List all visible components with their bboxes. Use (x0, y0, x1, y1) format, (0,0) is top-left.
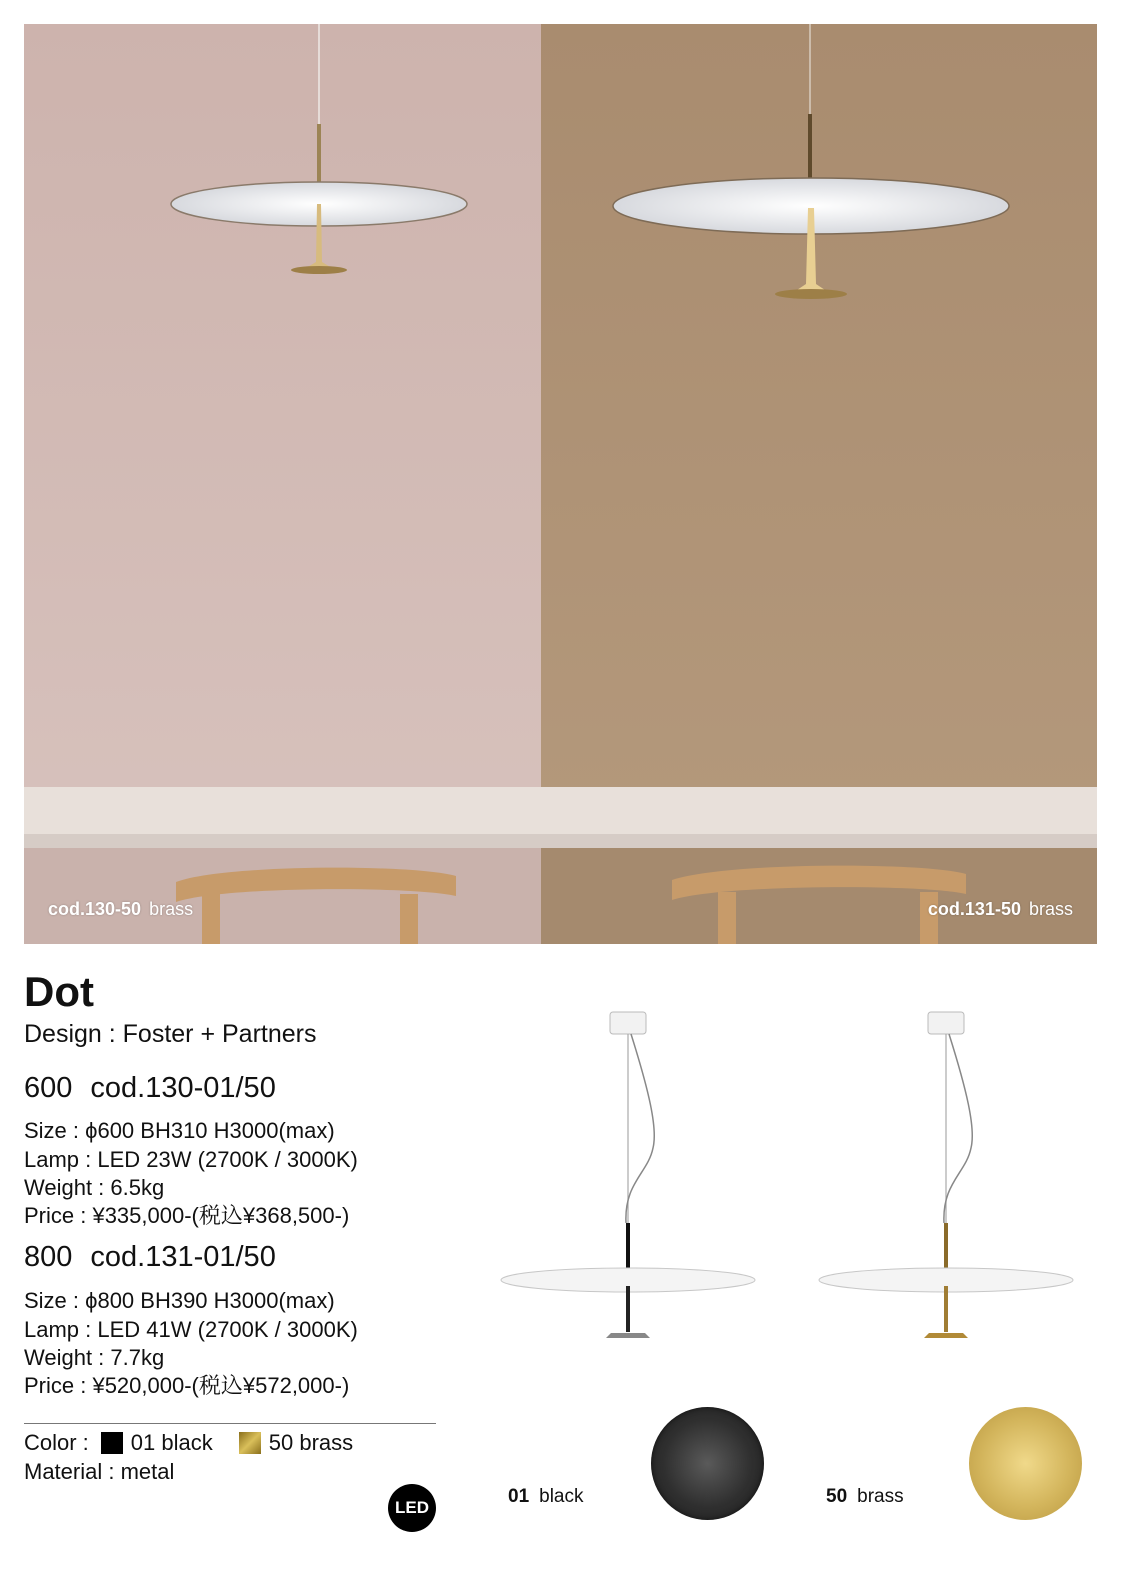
color-label: Color : (24, 1430, 89, 1455)
finish-label-black (508, 1486, 584, 1508)
model-code: cod.130-01/50 (90, 1072, 276, 1104)
spec-size: Size : ϕ600 BH310 H3000(max) (24, 1118, 335, 1143)
brass-swatch-icon (239, 1432, 261, 1454)
spec-size: Size : ϕ800 BH390 H3000(max) (24, 1288, 335, 1313)
model-size: 800 (24, 1241, 73, 1273)
product-title: Dot (24, 968, 94, 1015)
divider (24, 1423, 436, 1424)
material: Material : metal (24, 1459, 175, 1484)
finish-name: brass (857, 1486, 904, 1507)
finish-code: 50 (826, 1486, 848, 1507)
hero-scene (24, 24, 1097, 944)
model-heading-800 (24, 1238, 276, 1276)
caption-finish: brass (1028, 899, 1073, 919)
finish-label-brass (826, 1486, 904, 1508)
hero-photo (24, 24, 1097, 944)
hero-caption-left (48, 899, 193, 920)
product-designer: Design : Foster + Partners (24, 1020, 317, 1048)
black-swatch-icon (101, 1432, 123, 1454)
shelf-edge (24, 834, 1097, 848)
finish-name: black (539, 1486, 584, 1507)
color-options (24, 1428, 353, 1458)
color-option-code: 01 (130, 1430, 156, 1455)
hero-caption-right (928, 899, 1073, 920)
below-shelf-left (24, 848, 541, 944)
led-badge: LED (388, 1484, 436, 1532)
caption-code: cod.131-50 (927, 899, 1021, 919)
spec-price: Price : ¥335,000-(税込¥368,500-) (24, 1203, 350, 1228)
color-option-code: 50 (268, 1430, 294, 1455)
black-finish-disc (651, 1407, 764, 1520)
spec-lamp: Lamp : LED 41W (2700K / 3000K) (24, 1317, 358, 1342)
spec-lamp: Lamp : LED 23W (2700K / 3000K) (24, 1147, 358, 1172)
spec-weight: Weight : 6.5kg (24, 1175, 165, 1200)
below-shelf-right (541, 848, 1097, 944)
model-heading-600 (24, 1069, 276, 1107)
spec-price: Price : ¥520,000-(税込¥572,000-) (24, 1373, 350, 1398)
pendant-brass-figure (816, 1008, 1076, 1348)
caption-finish: brass (149, 899, 194, 919)
pendant-black-figure (498, 1008, 758, 1348)
caption-code: cod.130-50 (48, 899, 142, 919)
spec-weight: Weight : 7.7kg (24, 1345, 165, 1370)
color-option-name: black (161, 1430, 213, 1455)
color-option-name: brass (299, 1430, 354, 1455)
model-code: cod.131-01/50 (90, 1241, 276, 1273)
finish-code: 01 (508, 1486, 530, 1507)
model-size: 600 (24, 1072, 73, 1104)
brass-finish-disc (969, 1407, 1082, 1520)
